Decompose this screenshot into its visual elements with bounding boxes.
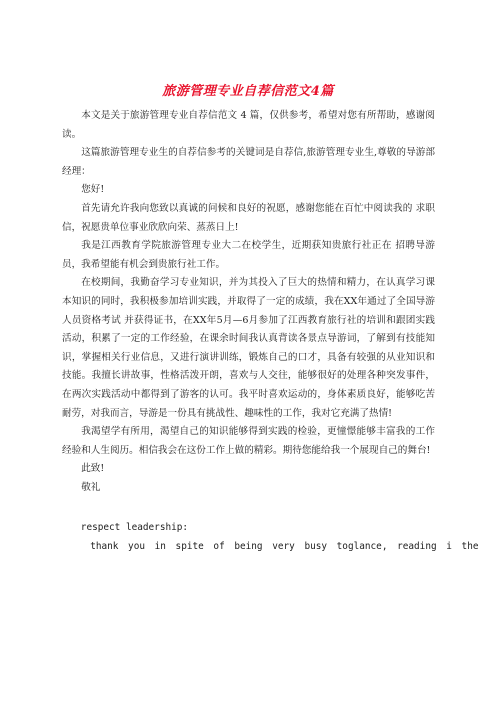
- salute-paragraph: 敬礼: [81, 481, 101, 493]
- document-title: 旅游管理专业自荐信范文4篇: [162, 84, 334, 99]
- intro-paragraph: 本文是关于旅游管理专业自荐信范文 4 篇，仅供参考，希望对您有所帮助，感谢阅读。: [62, 110, 435, 140]
- aspiration-paragraph: 我渴望学有所用，渴望自己的知识能够得到实践的检验，更憧憬能够丰富我的工作经验和人生阅历。相信我会在这份工作上做的精彩。期待您能给我一个展现自己的舞台!: [62, 426, 435, 456]
- english-line: thank you in spite of being very busy toglance, reading i the: [90, 541, 479, 553]
- wishes-paragraph: 首先请允许我向您致以真诚的问候和良好的祝愿，感谢您能在百忙中阅读我的 求职 信，祝愿贵单位事业欣欣向荣、蒸蒸日上!: [62, 202, 435, 233]
- keywords-paragraph: 这篇旅游管理专业生的自荐信参考的关键词是自荐信,旅游管理专业生,尊敬的导游部经理：: [62, 147, 435, 177]
- greeting-paragraph: 您好!: [81, 184, 105, 196]
- english-heading: respect leadership:: [80, 522, 189, 534]
- closing-paragraph: 此致!: [81, 463, 105, 475]
- experience-paragraph: 在校期间，我勤奋学习专业知识，并为其投入了巨大的热情和精力，在认真学习课本知识的同时，我积极参加培训实践，并取得了一定的成绩，我在XX年通过了全国导游人员资格考试 并获得证书，在XX年5月—6月参加了江西教育旅行社的培训和跟团实践活动，积累了一定的工作经验，在课余时间我认真背读各景点导游词，了解到有技能知识，掌握相关行业信息，又进行演讲训练，锻炼自己的口才，具备有较强的从业知识和技能。我擅长讲故事，性格活泼开朗，喜欢与人交往，能够很好的处理各种突发事件，在两次实践活动中都得到了游客的认可。我平时喜欢运动的，身体素质良好，能够吃苦耐劳，对我而言，导游是一份具有挑战性、趣味性的工作，我对它充满了热情!: [62, 277, 435, 419]
- self-intro-paragraph: 我是江西教育学院旅游管理专业大二在校学生，近期获知贵旅行社正在 招聘导游员，我希望能有机会到贵旅行社工作。: [62, 240, 435, 270]
- document-body: [62, 107, 479, 557]
